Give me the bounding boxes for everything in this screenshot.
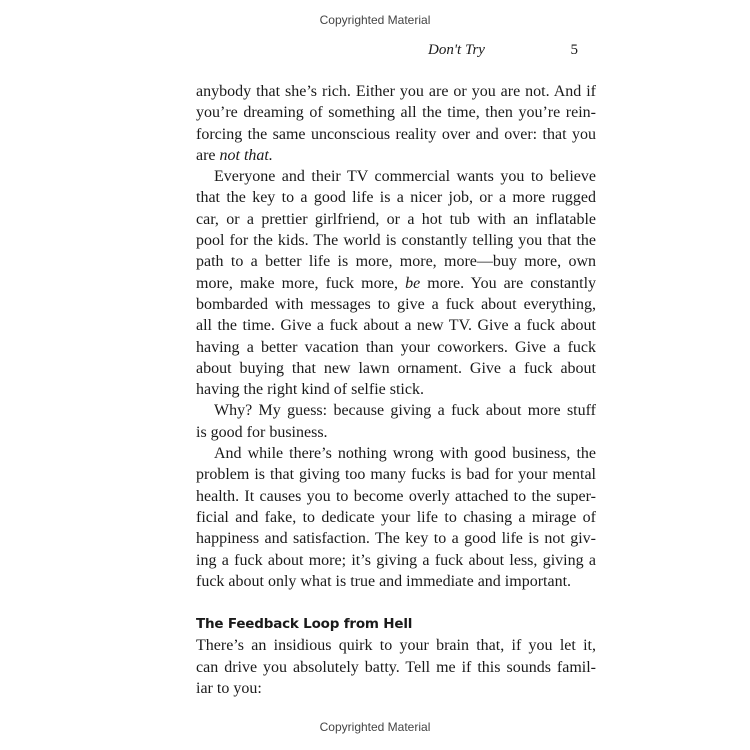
text-line: anybody that she’s rich. Either you are or you are not. And if <box>196 83 596 100</box>
running-head-title: Don't Try <box>428 42 485 58</box>
text-line: There’s an insidious quirk to your brain that, if you let it, <box>196 637 596 655</box>
text-line: problem is that giving too many fucks is bad for your mental <box>196 466 596 484</box>
copyright-watermark-bottom: Copyrighted Material <box>319 720 431 734</box>
text-line: Everyone and their TV commercial wants you to believe <box>214 168 596 186</box>
text-line: And while there’s nothing wrong with good business, the <box>214 445 596 463</box>
text-line: is good for business. <box>196 423 328 441</box>
text-line: happiness and satisfaction. The key to a good life is not giv- <box>196 530 596 548</box>
paragraph <box>196 81 596 166</box>
section-heading: The Feedback Loop from Hell <box>196 616 413 632</box>
text-run: more. You are constantly <box>420 274 597 292</box>
text-line: forcing the same unconscious reality over and over: that you <box>196 125 596 143</box>
text-line: iar to you: <box>196 679 262 697</box>
paragraph <box>196 400 596 443</box>
text-line: health. It causes you to become overly attached to the super- <box>196 487 596 505</box>
text-line: car, or a prettier girlfriend, or a hot tub with an inflatable <box>196 210 596 228</box>
text-line: ing a fuck about more; it’s giving a fuck about less, giving a <box>196 551 596 569</box>
body-text <box>196 81 596 592</box>
paragraph <box>196 443 596 592</box>
text-line: path to a better life is more, more, more—buy more, own <box>196 253 596 271</box>
emphasis: be <box>405 274 421 292</box>
text-line: all the time. Give a fuck about a new TV. Give a fuck about <box>196 317 596 335</box>
text-line: having a better vacation than your coworkers. Give a fuck <box>196 338 596 356</box>
copyright-watermark-top: Copyrighted Material <box>319 13 431 27</box>
text-run: more, make more, fuck more, <box>196 274 406 292</box>
text-line: bombarded with messages to give a fuck about everything, <box>196 295 596 313</box>
text-line <box>196 273 596 294</box>
text-line: that the key to a good life is a nicer job, or a more rugged <box>196 189 596 207</box>
text-run: are <box>196 146 220 164</box>
text-line: can drive you absolutely batty. Tell me if this sounds famil- <box>196 658 596 676</box>
text-line: you’re dreaming of something all the time, then you’re rein- <box>196 104 596 122</box>
emphasis: not that. <box>219 146 273 164</box>
text-line: having the right kind of selfie stick. <box>196 381 424 399</box>
running-head <box>420 40 578 60</box>
text-line: about buying that new lawn ornament. Give a fuck about <box>196 359 596 377</box>
text-line: pool for the kids. The world is constantly telling you that the <box>196 232 596 250</box>
page-number: 5 <box>570 42 578 58</box>
text-line: ficial and fake, to dedicate your life to chasing a mirage of <box>196 508 596 526</box>
section <box>196 614 596 699</box>
text-line <box>196 145 596 166</box>
text-line: fuck about only what is true and immediate and important. <box>196 572 572 590</box>
paragraph <box>196 166 596 400</box>
text-line: Why? My guess: because giving a fuck about more stuff <box>214 402 596 420</box>
